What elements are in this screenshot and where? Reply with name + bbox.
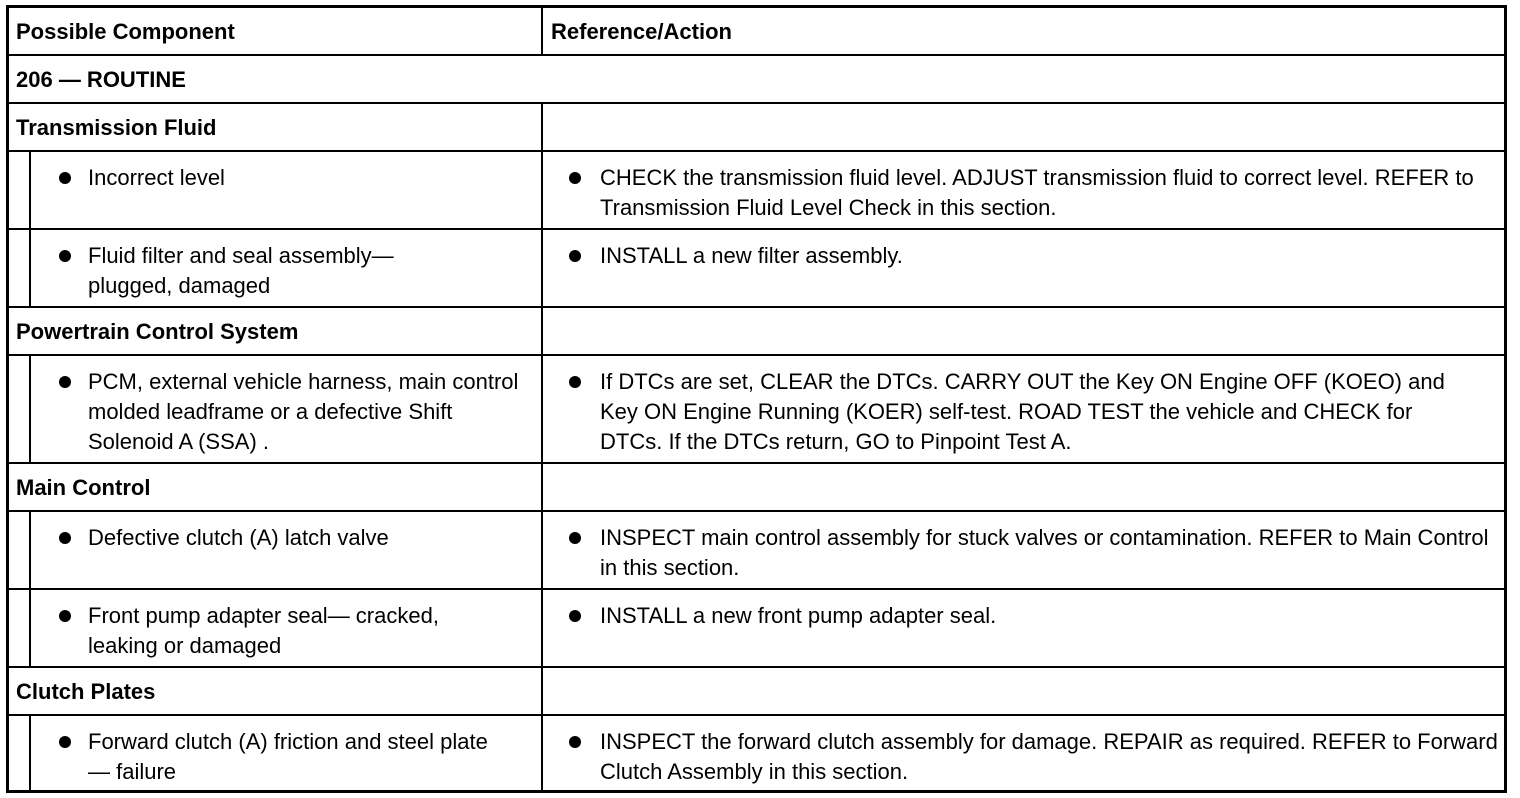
group-title: Main Control [16,475,151,500]
column-divider [541,308,543,354]
bullet-icon [59,250,71,262]
bullet-icon [59,172,71,184]
table-row [9,152,1504,230]
indent-divider [29,590,31,666]
bullet-icon [569,250,581,262]
diagnostic-table [6,5,1507,793]
group-row [9,308,1504,356]
indent-divider [29,512,31,588]
bullet-icon [569,376,581,388]
header-possible-component: Possible Component [16,19,235,44]
component-text: Incorrect level [88,165,225,190]
table-header-row [9,8,1504,56]
column-divider [541,512,543,588]
bullet-icon [569,736,581,748]
group-title: Transmission Fluid [16,115,217,140]
action-text: INSTALL a new filter assembly. [600,243,903,268]
group-title: Powertrain Control System [16,319,299,344]
column-divider [541,152,543,228]
group-row [9,464,1504,512]
component-text: Forward clutch (A) friction and steel plate— failure [88,729,488,784]
column-divider [541,590,543,666]
action-text: INSPECT main control assembly for stuck valves or contamination. REFER to Main Control in this section. [600,525,1489,580]
table-row [9,512,1504,590]
component-text: Front pump adapter seal— cracked, leaking or damaged [88,603,439,658]
routine-row [9,56,1504,104]
indent-divider [29,230,31,306]
column-divider [541,464,543,510]
column-divider [541,668,543,714]
indent-divider [29,152,31,228]
component-text: Defective clutch (A) latch valve [88,525,389,550]
bullet-icon [569,610,581,622]
table-row [9,230,1504,308]
indent-divider [29,356,31,462]
bullet-icon [59,610,71,622]
bullet-icon [569,532,581,544]
header-reference-action: Reference/Action [551,19,732,44]
table-row [9,590,1504,668]
group-row [9,104,1504,152]
bullet-icon [569,172,581,184]
table-row [9,356,1504,464]
column-divider [541,716,543,790]
column-divider [541,104,543,150]
component-text: Fluid filter and seal assembly— plugged, damaged [88,243,394,298]
column-divider [541,8,543,54]
bullet-icon [59,376,71,388]
column-divider [541,356,543,462]
group-row [9,668,1504,716]
bullet-icon [59,532,71,544]
routine-title: 206 — ROUTINE [16,67,186,92]
column-divider [541,230,543,306]
bullet-icon [59,736,71,748]
indent-divider [29,716,31,790]
action-text: INSPECT the forward clutch assembly for damage. REPAIR as required. REFER to Forward Clutch Assembly in this section. [600,729,1498,784]
table-row [9,716,1504,790]
group-title: Clutch Plates [16,679,156,704]
action-text: If DTCs are set, CLEAR the DTCs. CARRY OUT the Key ON Engine OFF (KOEO) and Key ON Engine Running (KOER) self-test. ROAD TEST the vehicle and CHECK for DTCs. If the DTCs return, GO to Pinpoint Test A. [600,369,1445,454]
component-text: PCM, external vehicle harness, main control molded leadframe or a defective Shift Solenoid A (SSA) . [88,369,519,454]
action-text: CHECK the transmission fluid level. ADJUST transmission fluid to correct level. REFER to Transmission Fluid Level Check in this section. [600,165,1474,220]
action-text: INSTALL a new front pump adapter seal. [600,603,997,628]
